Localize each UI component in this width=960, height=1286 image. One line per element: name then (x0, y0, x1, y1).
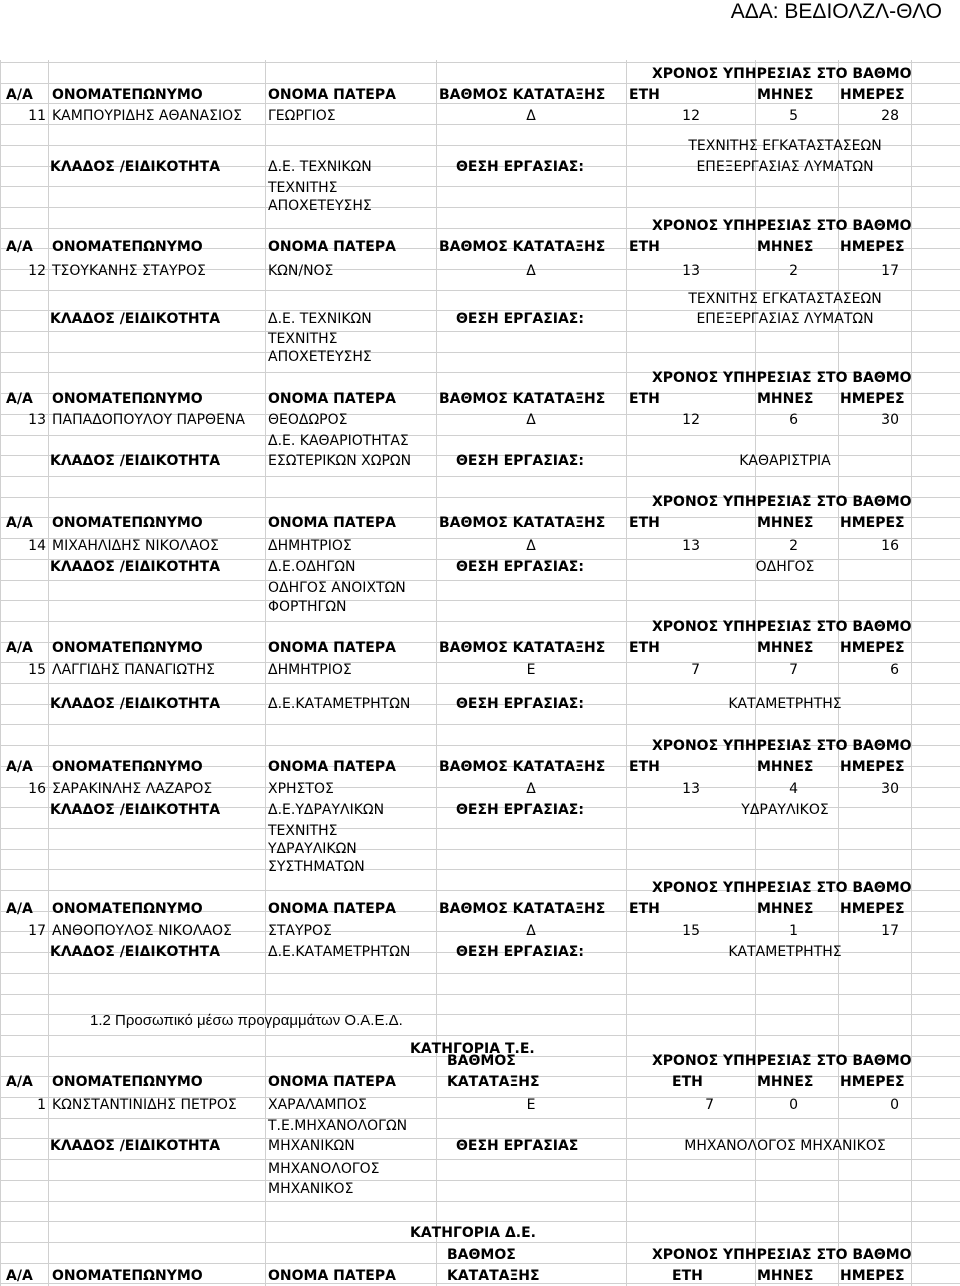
days-value: 0 (890, 1097, 899, 1113)
name-header: ΟΝΟΜΑΤΕΠΩΝΥΜΟ (52, 239, 203, 255)
position-label: ΘΕΣΗ ΕΡΓΑΣΙΑΣ: (456, 453, 584, 469)
grid-vline (48, 60, 49, 1286)
father-name: ΧΑΡΑΛΑΜΠΟΣ (268, 1097, 367, 1113)
name-header: ΟΝΟΜΑΤΕΠΩΝΥΜΟ (52, 515, 203, 531)
grid-vline (265, 60, 266, 1286)
father-name: ΚΩΝ/ΝΟΣ (268, 263, 334, 279)
years-value: 12 (682, 412, 700, 428)
months-header: ΜΗΝΕΣ (757, 1074, 814, 1090)
grid-hline (0, 1118, 960, 1119)
aa-header: Α/Α (6, 901, 33, 917)
name-header: ΟΝΟΜΑΤΕΠΩΝΥΜΟ (52, 391, 203, 407)
grid-hline (0, 1035, 960, 1036)
days-header: ΗΜΕΡΕΣ (840, 239, 905, 255)
position-value: ΕΠΕΞΕΡΓΑΣΙΑΣ ΛΥΜΑΤΩΝ (696, 311, 874, 327)
days-value: 30 (881, 781, 899, 797)
grade-header: ΒΑΘΜΟΣ ΚΑΤΑΤΑΞΗΣ (439, 901, 606, 917)
grid-hline (0, 828, 960, 829)
months-header: ΜΗΝΕΣ (757, 759, 814, 775)
grid-hline (0, 1180, 960, 1181)
years-value: 7 (705, 1097, 714, 1113)
months-value: 7 (789, 662, 798, 678)
section-title: 1.2 Προσωπικό μέσω προγραμμάτων Ο.Α.Ε.Δ. (90, 1012, 403, 1029)
aa-header: Α/Α (6, 1074, 33, 1090)
days-value: 30 (881, 412, 899, 428)
position-label: ΘΕΣΗ ΕΡΓΑΣΙΑΣ: (456, 802, 584, 818)
grade-value: Δ (526, 781, 536, 797)
branch-value: Δ.Ε. ΤΕΧΝΙΚΩΝ (268, 159, 372, 175)
father-name: ΧΡΗΣΤΟΣ (268, 781, 334, 797)
grade-header: ΚΑΤΑΤΑΞΗΣ (447, 1268, 540, 1284)
aa-header: Α/Α (6, 391, 33, 407)
grid-hline (0, 600, 960, 601)
name-header: ΟΝΟΜΑΤΕΠΩΝΥΜΟ (52, 1074, 203, 1090)
branch-value: ΤΕΧΝΙΤΗΣ (268, 823, 338, 839)
years-value: 13 (682, 263, 700, 279)
branch-value: ΤΕΧΝΙΤΗΣ (268, 180, 338, 196)
father-name: ΣΤΑΥΡΟΣ (268, 923, 332, 939)
years-header: ΕΤΗ (672, 1074, 703, 1090)
months-header: ΜΗΝΕΣ (757, 515, 814, 531)
grade-value: Δ (526, 263, 536, 279)
years-value: 7 (691, 662, 700, 678)
person-name: ΛΑΓΓΙΔΗΣ ΠΑΝΑΓΙΩΤΗΣ (52, 662, 215, 678)
row-number: 14 (28, 538, 46, 554)
days-header: ΗΜΕΡΕΣ (840, 515, 905, 531)
document-code: ΑΔΑ: ΒΕΔΙΟΛΖΛ-ΘΛΟ (730, 0, 942, 23)
days-value: 17 (881, 263, 899, 279)
months-value: 4 (789, 781, 798, 797)
row-number: 17 (28, 923, 46, 939)
grid-hline (0, 869, 960, 870)
row-number: 12 (28, 263, 46, 279)
years-value: 13 (682, 781, 700, 797)
grid-hline (0, 83, 960, 84)
father-header: ΟΝΟΜΑ ΠΑΤΕΡΑ (268, 1268, 396, 1284)
branch-value: Τ.Ε.ΜΗΧΑΝΟΛΟΓΩΝ (268, 1118, 408, 1134)
position-label: ΘΕΣΗ ΕΡΓΑΣΙΑΣ: (456, 696, 584, 712)
branch-value: Δ.Ε.ΟΔΗΓΩΝ (268, 559, 356, 575)
years-value: 13 (682, 538, 700, 554)
months-header: ΜΗΝΕΣ (757, 1268, 814, 1284)
name-header: ΟΝΟΜΑΤΕΠΩΝΥΜΟ (52, 759, 203, 775)
days-header: ΗΜΕΡΕΣ (840, 640, 905, 656)
aa-header: Α/Α (6, 239, 33, 255)
grid-hline (0, 476, 960, 477)
position-value: ΜΗΧΑΝΟΛΟΓΟΣ ΜΗΧΑΝΙΚΟΣ (684, 1138, 886, 1154)
position-label: ΘΕΣΗ ΕΡΓΑΣΙΑΣ (456, 1138, 579, 1154)
position-label: ΘΕΣΗ ΕΡΓΑΣΙΑΣ: (456, 311, 584, 327)
branch-value: ΥΔΡΑΥΛΙΚΩΝ (268, 841, 357, 857)
position-value: ΚΑΘΑΡΙΣΤΡΙΑ (739, 453, 831, 469)
position-value: ΤΕΧΝΙΤΗΣ ΕΓΚΑΤΑΣΤΑΣΕΩΝ (688, 291, 882, 307)
person-name: ΤΣΟΥΚΑΝΗΣ ΣΤΑΥΡΟΣ (52, 263, 206, 279)
father-header: ΟΝΟΜΑ ΠΑΤΕΡΑ (268, 239, 396, 255)
position-label: ΘΕΣΗ ΕΡΓΑΣΙΑΣ: (456, 944, 584, 960)
father-header: ΟΝΟΜΑ ΠΑΤΕΡΑ (268, 515, 396, 531)
days-header: ΗΜΕΡΕΣ (840, 1074, 905, 1090)
row-number: 11 (28, 108, 46, 124)
years-header: ΕΤΗ (629, 901, 660, 917)
branch-value: ΑΠΟΧΕΤΕΥΣΗΣ (268, 198, 372, 214)
position-label: ΘΕΣΗ ΕΡΓΑΣΙΑΣ: (456, 159, 584, 175)
aa-header: Α/Α (6, 515, 33, 531)
days-value: 16 (881, 538, 899, 554)
aa-header: Α/Α (6, 759, 33, 775)
months-value: 6 (789, 412, 798, 428)
years-header: ΕΤΗ (629, 640, 660, 656)
grade-header: ΒΑΘΜΟΣ ΚΑΤΑΤΑΞΗΣ (439, 87, 606, 103)
grid-hline (0, 352, 960, 353)
grade-value: Ε (526, 1097, 536, 1113)
days-header: ΗΜΕΡΕΣ (840, 901, 905, 917)
service-header: ΧΡΟΝΟΣ ΥΠΗΡΕΣΙΑΣ ΣΤΟ ΒΑΘΜΟ (652, 370, 912, 386)
branch-value: ΟΔΗΓΟΣ ΑΝΟΙΧΤΩΝ (268, 580, 406, 596)
branch-label: ΚΛΑΔΟΣ /ΕΙΔΙΚΟΤΗΤΑ (50, 696, 221, 712)
grade-header: ΒΑΘΜΟΣ ΚΑΤΑΤΑΞΗΣ (439, 391, 606, 407)
branch-value: ΜΗΧΑΝΙΚΟΣ (268, 1181, 354, 1197)
service-header: ΧΡΟΝΟΣ ΥΠΗΡΕΣΙΑΣ ΣΤΟ ΒΑΘΜΟ (652, 1247, 912, 1263)
person-name: ΚΑΜΠΟΥΡΙΔΗΣ ΑΘΑΝΑΣΙΟΣ (52, 108, 242, 124)
service-header: ΧΡΟΝΟΣ ΥΠΗΡΕΣΙΑΣ ΣΤΟ ΒΑΘΜΟ (652, 1053, 912, 1069)
years-value: 12 (682, 108, 700, 124)
grade-header: ΒΑΘΜΟΣ (447, 1053, 516, 1069)
father-header: ΟΝΟΜΑ ΠΑΤΕΡΑ (268, 87, 396, 103)
branch-label: ΚΛΑΔΟΣ /ΕΙΔΙΚΟΤΗΤΑ (50, 311, 221, 327)
position-value: ΤΕΧΝΙΤΗΣ ΕΓΚΑΤΑΣΤΑΣΕΩΝ (688, 138, 882, 154)
position-value: ΥΔΡΑΥΛΙΚΟΣ (741, 802, 829, 818)
grid-hline (0, 973, 960, 974)
months-value: 2 (789, 538, 798, 554)
father-header: ΟΝΟΜΑ ΠΑΤΕΡΑ (268, 901, 396, 917)
grade-value: Δ (526, 538, 536, 554)
row-number: 13 (28, 412, 46, 428)
service-header: ΧΡΟΝΟΣ ΥΠΗΡΕΣΙΑΣ ΣΤΟ ΒΑΘΜΟ (652, 494, 912, 510)
grid-hline (0, 724, 960, 725)
branch-label: ΚΛΑΔΟΣ /ΕΙΔΙΚΟΤΗΤΑ (50, 802, 221, 818)
branch-value: Δ.Ε.ΚΑΤΑΜΕΤΡΗΤΩΝ (268, 696, 411, 712)
branch-value: Δ.Ε. ΤΕΧΝΙΚΩΝ (268, 311, 372, 327)
days-value: 6 (890, 662, 899, 678)
person-name: ΜΙΧΑΗΛΙΔΗΣ ΝΙΚΟΛΑΟΣ (52, 538, 219, 554)
months-value: 1 (789, 923, 798, 939)
category-heading: ΚΑΤΗΓΟΡΙΑ Τ.Ε. (410, 1041, 535, 1057)
years-header: ΕΤΗ (629, 239, 660, 255)
branch-value: ΕΣΩΤΕΡΙΚΩΝ ΧΩΡΩΝ (268, 453, 412, 469)
service-header: ΧΡΟΝΟΣ ΥΠΗΡΕΣΙΑΣ ΣΤΟ ΒΑΘΜΟ (652, 880, 912, 896)
grid-hline (0, 435, 960, 436)
grid-hline (0, 683, 960, 684)
months-header: ΜΗΝΕΣ (757, 901, 814, 917)
years-header: ΕΤΗ (629, 391, 660, 407)
position-value: ΚΑΤΑΜΕΤΡΗΤΗΣ (728, 696, 842, 712)
days-header: ΗΜΕΡΕΣ (840, 1268, 905, 1284)
grid-hline (0, 331, 960, 332)
branch-label: ΚΛΑΔΟΣ /ΕΙΔΙΚΟΤΗΤΑ (50, 159, 221, 175)
father-header: ΟΝΟΜΑ ΠΑΤΕΡΑ (268, 759, 396, 775)
grade-value: Δ (526, 108, 536, 124)
years-header: ΕΤΗ (629, 759, 660, 775)
branch-value: Δ.Ε.ΚΑΤΑΜΕΤΡΗΤΩΝ (268, 944, 411, 960)
days-header: ΗΜΕΡΕΣ (840, 759, 905, 775)
branch-label: ΚΛΑΔΟΣ /ΕΙΔΙΚΟΤΗΤΑ (50, 453, 221, 469)
father-name: ΔΗΜΗΤΡΙΟΣ (268, 538, 352, 554)
days-value: 17 (881, 923, 899, 939)
years-header: ΕΤΗ (629, 515, 660, 531)
grid-hline (0, 1242, 960, 1243)
branch-label: ΚΛΑΔΟΣ /ΕΙΔΙΚΟΤΗΤΑ (50, 944, 221, 960)
father-name: ΘΕΟΔΩΡΟΣ (268, 412, 348, 428)
name-header: ΟΝΟΜΑΤΕΠΩΝΥΜΟ (52, 640, 203, 656)
name-header: ΟΝΟΜΑΤΕΠΩΝΥΜΟ (52, 1268, 203, 1284)
months-value: 0 (789, 1097, 798, 1113)
months-value: 5 (789, 108, 798, 124)
position-value: ΚΑΤΑΜΕΤΡΗΤΗΣ (728, 944, 842, 960)
grid-hline (0, 186, 960, 187)
person-name: ΑΝΘΟΠΟΥΛΟΣ ΝΙΚΟΛΑΟΣ (52, 923, 232, 939)
aa-header: Α/Α (6, 87, 33, 103)
row-number: 15 (28, 662, 46, 678)
position-value: ΟΔΗΓΟΣ (755, 559, 815, 575)
branch-value: Δ.Ε. ΚΑΘΑΡΙΟΤΗΤΑΣ (268, 433, 409, 449)
position-label: ΘΕΣΗ ΕΡΓΑΣΙΑΣ: (456, 559, 584, 575)
grid-hline (0, 1159, 960, 1160)
row-number: 16 (28, 781, 46, 797)
position-value: ΕΠΕΞΕΡΓΑΣΙΑΣ ΛΥΜΑΤΩΝ (696, 159, 874, 175)
years-value: 15 (682, 923, 700, 939)
father-header: ΟΝΟΜΑ ΠΑΤΕΡΑ (268, 391, 396, 407)
grid-hline (0, 207, 960, 208)
father-name: ΔΗΜΗΤΡΙΟΣ (268, 662, 352, 678)
grid-hline (0, 1221, 960, 1222)
branch-value: Δ.Ε.ΥΔΡΑΥΛΙΚΩΝ (268, 802, 385, 818)
grid-hline (0, 994, 960, 995)
years-header: ΕΤΗ (629, 87, 660, 103)
days-header: ΗΜΕΡΕΣ (840, 87, 905, 103)
person-name: ΠΑΠΑΔΟΠΟΥΛΟΥ ΠΑΡΘΕΝΑ (52, 412, 245, 428)
branch-value: ΜΗΧΑΝΙΚΩΝ (268, 1138, 355, 1154)
branch-value: ΑΠΟΧΕΤΕΥΣΗΣ (268, 349, 372, 365)
grid-hline (0, 62, 960, 63)
grade-header: ΒΑΘΜΟΣ ΚΑΤΑΤΑΞΗΣ (439, 640, 606, 656)
service-header: ΧΡΟΝΟΣ ΥΠΗΡΕΣΙΑΣ ΣΤΟ ΒΑΘΜΟ (652, 218, 912, 234)
grid-vline (911, 60, 912, 1286)
aa-header: Α/Α (6, 640, 33, 656)
grade-header: ΚΑΤΑΤΑΞΗΣ (447, 1074, 540, 1090)
years-header: ΕΤΗ (672, 1268, 703, 1284)
row-number: 1 (37, 1097, 46, 1113)
person-name: ΚΩΝΣΤΑΝΤΙΝΙΔΗΣ ΠΕΤΡΟΣ (52, 1097, 237, 1113)
grade-header: ΒΑΘΜΟΣ ΚΑΤΑΤΑΞΗΣ (439, 759, 606, 775)
aa-header: Α/Α (6, 1268, 33, 1284)
father-name: ΓΕΩΡΓΙΟΣ (268, 108, 336, 124)
grade-value: Δ (526, 923, 536, 939)
grid-hline (0, 849, 960, 850)
branch-value: ΜΗΧΑΝΟΛΟΓΟΣ (268, 1161, 380, 1177)
branch-value: ΦΟΡΤΗΓΩΝ (268, 599, 347, 615)
months-header: ΜΗΝΕΣ (757, 87, 814, 103)
branch-label: ΚΛΑΔΟΣ /ΕΙΔΙΚΟΤΗΤΑ (50, 1138, 221, 1154)
grid-hline (0, 1201, 960, 1202)
months-value: 2 (789, 263, 798, 279)
father-header: ΟΝΟΜΑ ΠΑΤΕΡΑ (268, 640, 396, 656)
service-header: ΧΡΟΝΟΣ ΥΠΗΡΕΣΙΑΣ ΣΤΟ ΒΑΘΜΟ (652, 738, 912, 754)
grid-hline (0, 580, 960, 581)
father-header: ΟΝΟΜΑ ΠΑΤΕΡΑ (268, 1074, 396, 1090)
days-value: 28 (881, 108, 899, 124)
days-header: ΗΜΕΡΕΣ (840, 391, 905, 407)
branch-label: ΚΛΑΔΟΣ /ΕΙΔΙΚΟΤΗΤΑ (50, 559, 221, 575)
name-header: ΟΝΟΜΑΤΕΠΩΝΥΜΟ (52, 87, 203, 103)
grade-value: Ε (526, 662, 536, 678)
grade-value: Δ (526, 412, 536, 428)
name-header: ΟΝΟΜΑΤΕΠΩΝΥΜΟ (52, 901, 203, 917)
months-header: ΜΗΝΕΣ (757, 391, 814, 407)
service-header: ΧΡΟΝΟΣ ΥΠΗΡΕΣΙΑΣ ΣΤΟ ΒΑΘΜΟ (652, 66, 912, 82)
grade-header: ΒΑΘΜΟΣ (447, 1247, 516, 1263)
branch-value: ΤΕΧΝΙΤΗΣ (268, 331, 338, 347)
grade-header: ΒΑΘΜΟΣ ΚΑΤΑΤΑΞΗΣ (439, 239, 606, 255)
grade-header: ΒΑΘΜΟΣ ΚΑΤΑΤΑΞΗΣ (439, 515, 606, 531)
service-header: ΧΡΟΝΟΣ ΥΠΗΡΕΣΙΑΣ ΣΤΟ ΒΑΘΜΟ (652, 619, 912, 635)
person-name: ΣΑΡΑΚΙΝΛΗΣ ΛΑΖΑΡΟΣ (52, 781, 213, 797)
branch-value: ΣΥΣΤΗΜΑΤΩΝ (268, 859, 365, 875)
months-header: ΜΗΝΕΣ (757, 239, 814, 255)
months-header: ΜΗΝΕΣ (757, 640, 814, 656)
category-heading: ΚΑΤΗΓΟΡΙΑ Δ.Ε. (410, 1225, 536, 1241)
